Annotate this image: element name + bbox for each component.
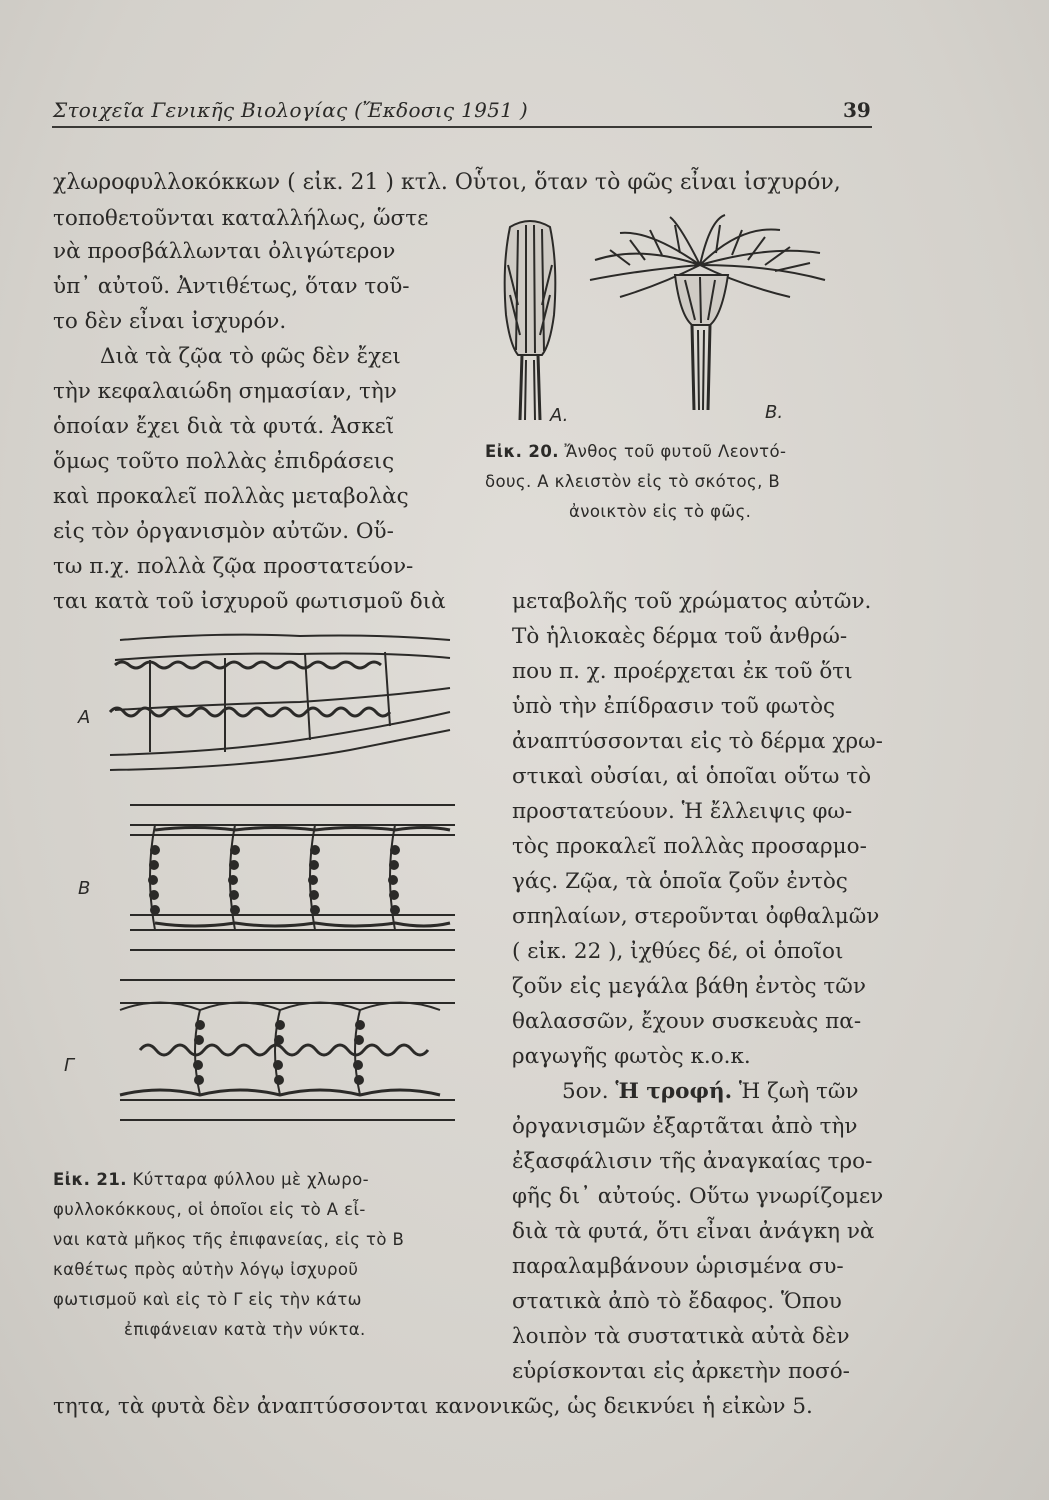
body-line: ( εἰκ. 22 ), ἰχθύες δέ, οἱ ὁποῖοι	[512, 939, 844, 964]
figure-21-label-a: A	[78, 707, 91, 728]
body-line: γάς. Ζῷα, τὰ ὁποῖα ζοῦν ἐντὸς	[512, 869, 848, 894]
body-line: τὸς προκαλεῖ πολλὰς προσαρμο-	[512, 834, 867, 859]
body-line: τητα, τὰ φυτὰ δὲν ἀναπτύσσονται κανονικῶς, ὡς δεικνύει ἡ εἰκὼν 5.	[53, 1394, 813, 1419]
figure-20-label-b: B.	[765, 402, 784, 423]
figure-20-caption-line: ἀνοικτὸν εἰς τὸ φῶς.	[569, 502, 752, 521]
header-rule	[52, 126, 872, 128]
figure-21-caption-line: φυλλοκόκκους, οἱ ὁποῖοι εἰς τὸ Α εἶ-	[53, 1200, 366, 1219]
closed-flower-icon	[505, 221, 556, 420]
body-line: εἰς τὸν ὀργανισμὸν αὐτῶν. Οὕ-	[53, 519, 394, 544]
figure-20-label-a: A.	[550, 405, 569, 426]
body-line: ζοῦν εἰς μεγάλα βάθη ἐντὸς τῶν	[512, 974, 866, 999]
figure-20-caption-number: Εἰκ. 20.	[485, 442, 559, 461]
body-line: ὀργανισμῶν ἐξαρτᾶται ἀπὸ τὴν	[512, 1114, 858, 1139]
leaf-cells-panel-g	[120, 980, 455, 1120]
body-line: ὁποίαν ἔχει διὰ τὰ φυτά. Ἀσκεῖ	[53, 414, 395, 439]
figure-21-label-g: Γ	[64, 1055, 75, 1076]
body-line: στικαὶ οὐσίαι, αἱ ὁποῖαι οὕτω τὸ	[512, 764, 872, 789]
body-line: ὑπὸ τὴν ἐπίδρασιν τοῦ φωτὸς	[512, 694, 836, 719]
body-line: ὅμως τοῦτο πολλὰς ἐπιδράσεις	[53, 449, 395, 474]
body-line: καὶ προκαλεῖ πολλὰς μεταβολὰς	[53, 484, 409, 509]
body-line: Τὸ ἡλιοκαὲς δέρμα τοῦ ἀνθρώ-	[512, 624, 848, 649]
figure-21-label-b: B	[78, 878, 91, 899]
body-line: χλωροφυλλοκόκκων ( εἰκ. 21 ) κτλ. Οὗτοι, ὅταν τὸ φῶς εἶναι ἰσχυρόν,	[53, 170, 841, 195]
section-number: 5ον.	[562, 1079, 609, 1104]
body-line: ἀναπτύσσονται εἰς τὸ δέρμα χρω-	[512, 729, 883, 754]
section-heading-rest: Ἡ ζωὴ τῶν	[738, 1079, 859, 1104]
body-line: τω π.χ. πολλὰ ζῷα προστατεύον-	[53, 554, 414, 579]
body-line: διὰ τὰ φυτά, ὅτι εἶναι ἀνάγκη νὰ	[512, 1219, 875, 1244]
body-line: ται κατὰ τοῦ ἰσχυροῦ φωτισμοῦ διὰ	[53, 589, 446, 614]
page-number: 39	[843, 98, 871, 122]
figure-21-caption-line: καθέτως πρὸς αὐτὴν λόγῳ ἰσχυροῦ	[53, 1260, 359, 1279]
body-line: τὴν κεφαλαιώδη σημασίαν, τὴν	[53, 379, 397, 404]
figure-21-drawing	[100, 630, 480, 1160]
open-flower-icon	[590, 215, 825, 410]
figure-21-caption-number: Εἰκ. 21.	[53, 1170, 127, 1189]
section-heading-line	[562, 1081, 858, 1103]
figure-21-caption-line: ναι κατὰ μῆκος τῆς ἐπιφανείας, εἰς τὸ Β	[53, 1230, 405, 1249]
body-line: παραλαμβάνουν ὡρισμένα συ-	[512, 1254, 844, 1279]
body-line: νὰ προσβάλλωνται ὀλιγώτερον	[53, 239, 396, 264]
figure-20-caption-line	[485, 444, 786, 461]
body-line: μεταβολῆς τοῦ χρώματος αὐτῶν.	[512, 589, 872, 614]
body-line: εὑρίσκονται εἰς ἀρκετὴν ποσό-	[512, 1359, 850, 1384]
figure-21-caption-line	[53, 1172, 369, 1189]
body-line: Διὰ τὰ ζῷα τὸ φῶς δὲν ἔχει	[100, 344, 401, 369]
body-line: σπηλαίων, στεροῦνται ὀφθαλμῶν	[512, 904, 880, 929]
figure-20-caption-line: δους. Α κλειστὸν εἰς τὸ σκότος, Β	[485, 472, 781, 491]
body-line: ἐξασφάλισιν τῆς ἀναγκαίας τρο-	[512, 1149, 873, 1174]
body-line: τοποθετοῦνται καταλλήλως, ὥστε	[53, 206, 429, 231]
body-line: λοιπὸν τὰ συστατικὰ αὐτὰ δὲν	[512, 1324, 850, 1349]
figure-21-caption-line: ἐπιφάνειαν κατὰ τὴν νύκτα.	[124, 1320, 366, 1339]
body-line: ραγωγῆς φωτὸς κ.ο.κ.	[512, 1044, 751, 1069]
figure-21-caption-text: Κύτταρα φύλλου μὲ χλωρο-	[132, 1170, 369, 1189]
figure-21-caption-line: φωτισμοῦ καὶ εἰς τὸ Γ εἰς τὴν κάτω	[53, 1290, 362, 1309]
body-line: το δὲν εἶναι ἰσχυρόν.	[53, 309, 287, 334]
body-line: ὑπ᾽ αὐτοῦ. Ἀντιθέτως, ὅταν τοῦ-	[53, 274, 410, 299]
body-line: προστατεύουν. Ἡ ἔλλειψις φω-	[512, 799, 853, 824]
running-header: Στοιχεῖα Γενικῆς Βιολογίας (Ἔκδοσις 1951 )	[53, 98, 528, 122]
body-line: θαλασσῶν, ἔχουν συσκευὰς πα-	[512, 1009, 862, 1034]
leaf-cells-panel-b	[130, 805, 455, 950]
figure-20-drawing	[480, 205, 880, 435]
body-line: στατικὰ ἀπὸ τὸ ἔδαφος. Ὅπου	[512, 1289, 842, 1314]
body-line: φῆς δι᾽ αὐτούς. Οὕτω γνωρίζομεν	[512, 1184, 884, 1209]
figure-20-caption-text: Ἄνθος τοῦ φυτοῦ Λεοντό-	[564, 442, 787, 461]
leaf-cells-panel-a	[110, 635, 450, 770]
body-line: που π. χ. προέρχεται ἐκ τοῦ ὅτι	[512, 659, 853, 684]
section-heading: Ἡ τροφή.	[615, 1079, 733, 1104]
